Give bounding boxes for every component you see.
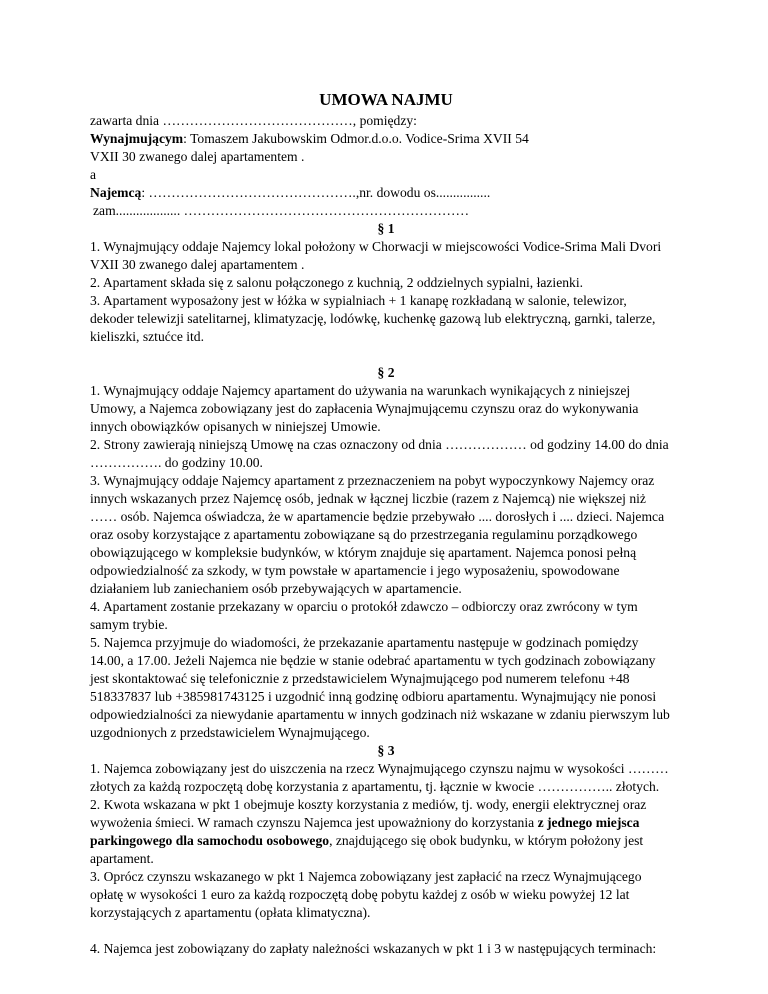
landlord-line (90, 130, 682, 148)
tenant-address-line: zam................... ……………………………………………………… (93, 203, 470, 218)
document-title: UMOWA NAJMU (319, 90, 453, 109)
s3-paragraph-2d: apartament. (90, 851, 154, 866)
s1-paragraph-2: 2. Apartament składa się z salonu połączonego z kuchnią, 2 oddzielnych sypialni, łazienki. (90, 275, 583, 290)
s2-paragraph-2a: 2. Strony zawierają niniejszą Umowę na czas oznaczony od dnia ……………… od godziny 14.00 do dnia (90, 437, 669, 452)
s3-paragraph-1b: złotych za każdą rozpoczętą dobę korzystania z apartamentu, tj. łącznie w kwocie …………….. złotych. (90, 779, 660, 794)
s3-paragraph-3c: korzystających z apartamentu (opłata klimatyczna). (90, 905, 371, 920)
s2-paragraph-1a: 1. Wynajmujący oddaje Najemcy apartament do używania na warunkach wynikających z niniejszej (90, 383, 631, 398)
section-2-heading: § 2 (377, 365, 395, 380)
s2-paragraph-2b: ……………. do godziny 10.00. (90, 455, 263, 470)
s3-paragraph-4: 4. Najemca jest zobowiązany do zapłaty należności wskazanych w pkt 1 i 3 w następujących terminach: (90, 941, 657, 956)
s3-paragraph-2b (90, 814, 682, 832)
s2-paragraph-3b: innych wskazanych przez Najemcę osób, jednak w łącznej liczbie (razem z Najemcą) nie większej niż (90, 491, 646, 506)
s3-paragraph-2a: 2. Kwota wskazana w pkt 1 obejmuje koszty korzystania z mediów, tj. wody, energii elektrycznej oraz (90, 797, 647, 812)
s2-paragraph-5e: odpowiedzialności za niewydanie apartamentu w innych godzinach niż wskazane w zdaniu pierwszym lub (90, 707, 670, 722)
landlord-line-2: VXII 30 zwanego dalej apartamentem . (90, 149, 305, 164)
section-3-heading: § 3 (377, 743, 395, 758)
s2-paragraph-4a: 4. Apartament zostanie przekazany w oparciu o protokół zdawczo – odbiorczy oraz zwrócony w tym (90, 599, 638, 614)
s3-paragraph-2c (90, 832, 682, 850)
s2-paragraph-5a: 5. Najemca przyjmuje do wiadomości, że przekazanie apartamentu następuje w godzinach pomiędzy (90, 635, 639, 650)
s1-paragraph-3a: 3. Apartament wyposażony jest w łóżka w sypialniach + 1 kanapę rozkładaną w salonie, telewizor, (90, 293, 627, 308)
s3-paragraph-1a: 1. Najemca zobowiązany jest do uiszczenia na rzecz Wynajmującego czynszu najmu w wysokości ……… (90, 761, 669, 776)
conjunction-a: a (90, 167, 97, 182)
s1-paragraph-3b: dekoder telewizji satelitarnej, klimatyzację, lodówkę, kuchenkę gazową lub elektryczną, garnki, talerze, (90, 311, 656, 326)
s3-p2b-bold: z jednego miejsca (537, 815, 640, 830)
s2-paragraph-3d: oraz osoby korzystające z apartamentu zobowiązane są do przestrzegania regulaminu porządkowego (90, 527, 638, 542)
contract-date-line: zawarta dnia ……………………………………, pomiędzy: (90, 113, 417, 128)
s3-p2b-text: wywożenia śmieci. W ramach czynszu Najemca jest upoważniony do korzystania (90, 815, 538, 830)
s2-paragraph-5b: 14.00, a 17.00. Jeżeli Najemca nie będzie w stanie odebrać apartamentu w tych godzinach zobowiązany (90, 653, 656, 668)
s2-paragraph-1b: Umowy, a Najemca zobowiązany jest do zapłacenia Wynajmującemu czynszu oraz do wykonywania (90, 401, 639, 416)
s2-paragraph-3a: 3. Wynajmujący oddaje Najemcy apartament z przeznaczeniem na pobyt wypoczynkowy Najemcy oraz (90, 473, 655, 488)
s2-paragraph-5c: jest skontaktować się telefonicznie z przedstawicielem Wynajmującego pod numerem telefonu +48 (90, 671, 630, 686)
s2-paragraph-4b: samym trybie. (90, 617, 168, 632)
s1-paragraph-1b: VXII 30 zwanego dalej apartamentem . (90, 257, 305, 272)
s3-p2c-bold: parkingowego dla samochodu osobowego (90, 833, 330, 848)
s3-paragraph-3a: 3. Oprócz czynszu wskazanego w pkt 1 Najemca zobowiązany jest zapłacić na rzecz Wynajmującego (90, 869, 642, 884)
landlord-label: Wynajmującym (90, 131, 184, 146)
s2-paragraph-1c: innych obowiązków opisanych w niniejszej Umowie. (90, 419, 381, 434)
section-1-heading: § 1 (377, 221, 395, 236)
s3-paragraph-3b: opłatę w wysokości 1 euro za każdą rozpoczętą dobę pobytu każdej z osób w wieku powyżej 12 lat (90, 887, 630, 902)
s1-paragraph-3c: kieliszki, sztućce itd. (90, 329, 205, 344)
s1-paragraph-1a: 1. Wynajmujący oddaje Najemcy lokal położony w Chorwacji w miejscowości Vodice-Srima Mali Dvori (90, 239, 662, 254)
spacer (90, 922, 682, 940)
s2-paragraph-5f: uzgodnionych z przedstawicielem Wynajmującego. (90, 725, 370, 740)
tenant-details: : ……………………………………….,nr. dowodu os................ (141, 185, 491, 200)
s2-paragraph-3f: odpowiedzialność za szkody, w tym powstałe w apartamencie i jego wyposażeniu, spowodowane (90, 563, 620, 578)
s2-paragraph-3c: …… osób. Najemca oświadcza, że w apartamencie będzie przebywało .... dorosłych i .... dzieci. Najemca (90, 509, 665, 524)
s2-paragraph-3g: działaniem lub zaniechaniem osób przebywających w apartamencie. (90, 581, 462, 596)
landlord-details: : Tomaszem Jakubowskim Odmor.d.o.o. Vodice-Srima XVII 54 (183, 131, 529, 146)
s2-paragraph-5d: 518337837 lub +385981743125 i uzgodnić inną godzinę odbioru apartamentu. Wynajmujący nie ponosi (90, 689, 657, 704)
spacer (90, 346, 682, 364)
tenant-label: Najemcą (90, 185, 142, 200)
s3-p2c-text: , znajdującego się obok budynku, w którym położony jest (329, 833, 644, 848)
s2-paragraph-3e: obowiązującego w kompleksie budynków, w którym znajduje się apartament. Najemca ponosi pełną (90, 545, 637, 560)
tenant-line (90, 184, 682, 202)
